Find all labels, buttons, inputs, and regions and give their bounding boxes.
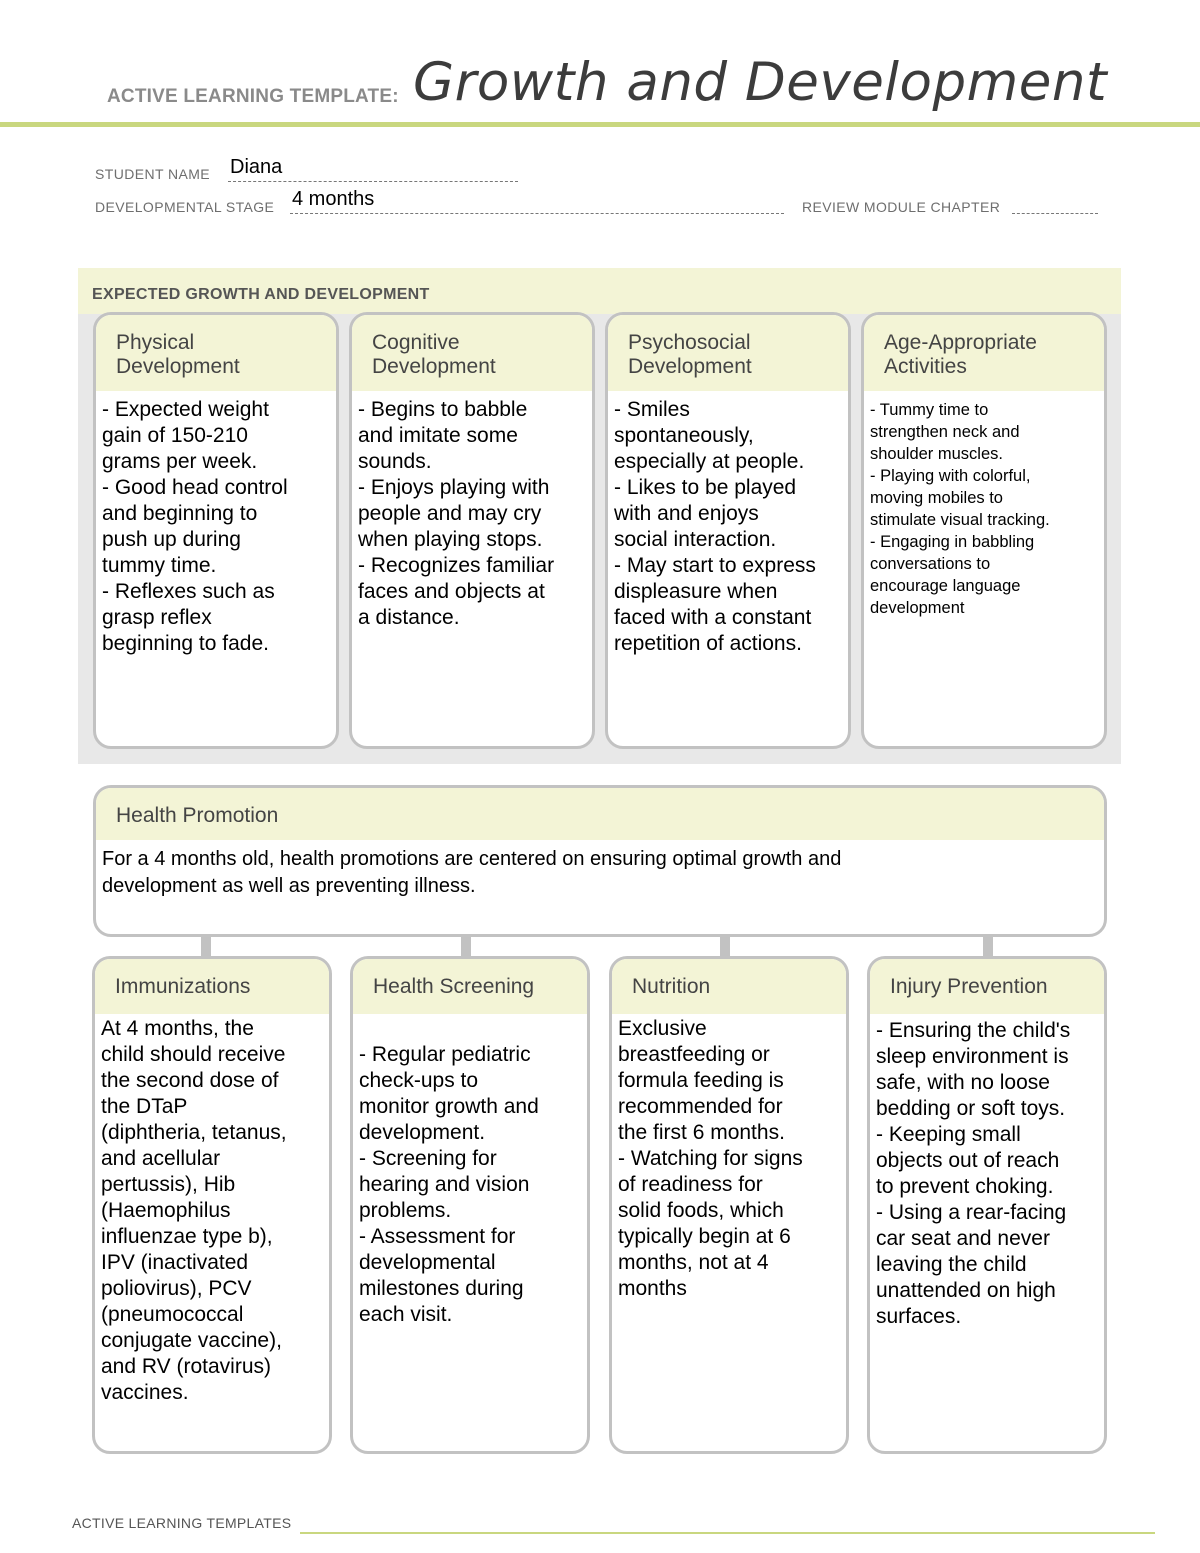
expected-section-title: EXPECTED GROWTH AND DEVELOPMENT [92, 286, 430, 303]
cognitive-development-card [349, 312, 595, 749]
card-title: Immunizations [95, 959, 329, 1014]
card-text[interactable]: At 4 months, the child should receive the second dose of the DTaP (diphtheria, tetanus, and acellular pertussis), Hib (Haemophilus influenzae type b), IPV (inactivated poliovirus), PCV (pneumococcal conjugate vaccine), and RV (rotavirus) vaccines. [101, 1017, 287, 1404]
card-title: Age-Appropriate Activities [864, 315, 1104, 391]
card-text[interactable]: - Regular pediatric check-ups to monitor growth and development. - Screening for hearing and vision problems. - Assessment for developmental milestones during each visit. [359, 1043, 539, 1326]
card-text[interactable]: - Ensuring the child's sleep environment is safe, with no loose bedding or soft toys. - Keeping small objects out of reach to prevent choking. - Using a rear-facing car seat and never leaving the child unattended on high surfaces. [876, 1019, 1071, 1328]
review-module-chapter-underline [1012, 213, 1098, 214]
footer-divider [300, 1532, 1155, 1534]
card-text[interactable]: Exclusive breastfeeding or formula feeding is recommended for the first 6 months. - Watching for signs of readiness for solid foods, which typically begin at 6 months, not at 4 months [618, 1017, 803, 1300]
review-module-chapter-label: REVIEW MODULE CHAPTER [802, 199, 1001, 215]
developmental-stage-label: DEVELOPMENTAL STAGE [95, 199, 275, 215]
card-text[interactable]: - Tummy time to strengthen neck and shoulder muscles. - Playing with colorful, moving mobiles to stimulate visual tracking. - Engaging in babbling conversations to encourage language development [870, 401, 1050, 617]
health-promotion-title: Health Promotion [96, 788, 1104, 840]
template-label: ACTIVE LEARNING TEMPLATE: [107, 86, 399, 107]
card-title: Nutrition [612, 959, 846, 1014]
student-name-underline [228, 181, 518, 182]
header-divider [0, 122, 1200, 127]
footer-label: ACTIVE LEARNING TEMPLATES [72, 1515, 292, 1531]
card-title: Psychosocial Development [608, 315, 848, 391]
developmental-stage-field[interactable]: 4 months [292, 188, 375, 210]
connector [461, 936, 471, 958]
student-name-field[interactable]: Diana [230, 156, 283, 178]
health-screening-card [350, 956, 590, 1454]
psychosocial-development-card [605, 312, 851, 749]
page-title: Growth and Development [413, 52, 1108, 113]
connector [201, 936, 211, 958]
card-text[interactable]: - Begins to babble and imitate some sounds. - Enjoys playing with people and may cry when playing stops. - Recognizes familiar faces and objects at a distance. [358, 398, 555, 629]
card-title: Health Screening [353, 959, 587, 1014]
card-title: Injury Prevention [870, 959, 1104, 1014]
health-promotion-text[interactable]: For a 4 months old, health promotions are centered on ensuring optimal growth and development as well as preventing illness. [102, 848, 842, 897]
immunizations-card [92, 956, 332, 1454]
injury-prevention-card [867, 956, 1107, 1454]
card-title: Cognitive Development [352, 315, 592, 391]
card-text[interactable]: - Smiles spontaneously, especially at people. - Likes to be played with and enjoys social interaction. - May start to express displeasure when faced with a constant repetition of actions. [614, 398, 816, 655]
developmental-stage-underline [290, 213, 784, 214]
student-name-label: STUDENT NAME [95, 166, 210, 182]
connector [983, 936, 993, 958]
connector [720, 936, 730, 958]
age-appropriate-activities-card [861, 312, 1107, 749]
health-promotion-card [93, 785, 1107, 937]
nutrition-card [609, 956, 849, 1454]
card-title: Physical Development [96, 315, 336, 391]
card-text[interactable]: - Expected weight gain of 150-210 grams per week. - Good head control and beginning to push up during tummy time. - Reflexes such as grasp reflex beginning to fade. [102, 398, 288, 655]
physical-development-card [93, 312, 339, 749]
